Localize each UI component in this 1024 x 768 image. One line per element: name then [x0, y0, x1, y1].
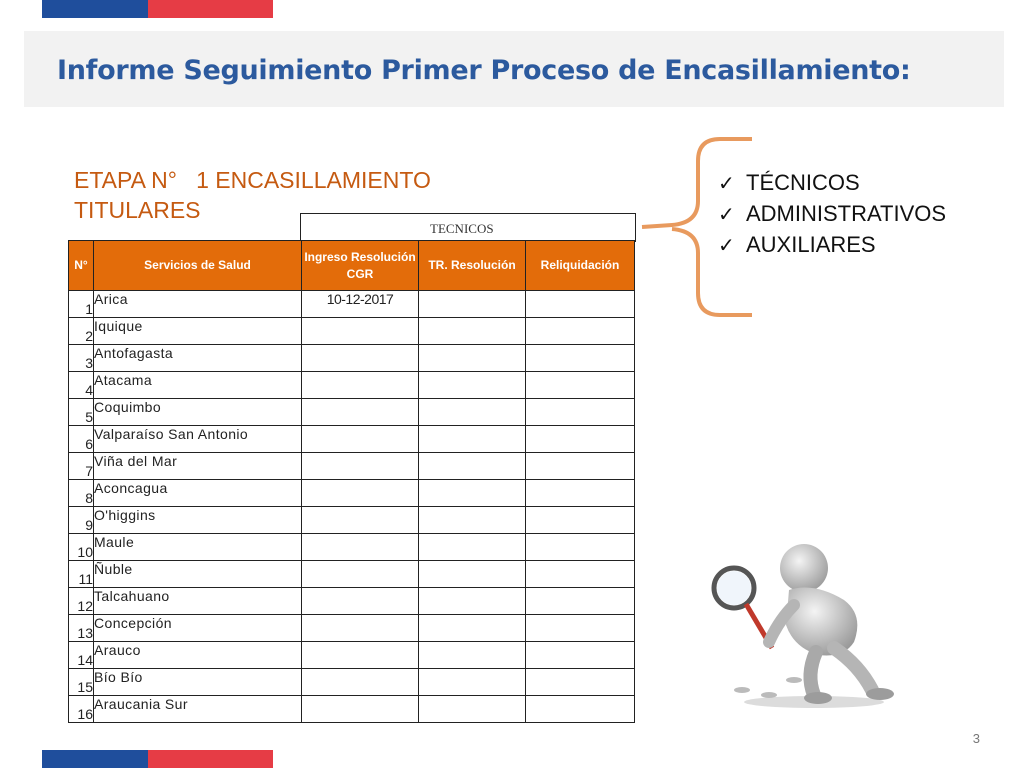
tr-resolucion-cell — [419, 345, 526, 372]
reliquidacion-cell — [526, 453, 635, 480]
table-row — [69, 345, 635, 372]
row-number: 4 — [69, 372, 94, 399]
reliquidacion-cell — [526, 696, 635, 723]
row-number: 7 — [69, 453, 94, 480]
checklist-item — [718, 168, 946, 199]
bottom-flag-blue — [42, 750, 148, 768]
checklist-label: ADMINISTRATIVOS — [746, 201, 947, 226]
ingreso-cell — [302, 453, 419, 480]
ingreso-cell — [302, 507, 419, 534]
service-name: Maule — [94, 534, 302, 561]
service-name: Araucania Sur — [94, 696, 302, 723]
service-name: Talcahuano — [94, 588, 302, 615]
tr-resolucion-cell — [419, 507, 526, 534]
table-row — [69, 318, 635, 345]
table-row — [69, 426, 635, 453]
ingreso-cell — [302, 345, 419, 372]
tr-resolucion-cell — [419, 480, 526, 507]
tr-resolucion-cell — [419, 318, 526, 345]
tr-resolucion-cell — [419, 426, 526, 453]
ingreso-cell — [302, 615, 419, 642]
stage-line-2: TITULARES — [74, 197, 201, 223]
ingreso-cell — [302, 426, 419, 453]
row-number: 15 — [69, 669, 94, 696]
ingreso-cell — [302, 669, 419, 696]
reliquidacion-cell — [526, 291, 635, 318]
table-row — [69, 372, 635, 399]
reliquidacion-cell — [526, 561, 635, 588]
row-number: 14 — [69, 642, 94, 669]
table-body — [69, 291, 635, 723]
service-name: Arica — [94, 291, 302, 318]
service-name: Arauco — [94, 642, 302, 669]
service-name: Bío Bío — [94, 669, 302, 696]
service-name: Valparaíso San Antonio — [94, 426, 302, 453]
table-row — [69, 507, 635, 534]
tr-resolucion-cell — [419, 372, 526, 399]
row-number: 6 — [69, 426, 94, 453]
ingreso-cell — [302, 561, 419, 588]
tr-resolucion-cell — [419, 588, 526, 615]
service-name: Atacama — [94, 372, 302, 399]
bottom-flag-red — [148, 750, 273, 768]
row-number: 1 — [69, 291, 94, 318]
service-name: Iquique — [94, 318, 302, 345]
ingreso-cell — [302, 534, 419, 561]
top-flag-red — [148, 0, 273, 18]
slide-title: Informe Seguimiento Primer Proceso de Encasillamiento: — [57, 55, 911, 86]
header-ingreso: Ingreso Resolución CGR — [302, 241, 419, 291]
top-flag-blue — [42, 0, 148, 18]
ingreso-cell — [302, 372, 419, 399]
staff-checklist — [718, 168, 946, 261]
row-number: 11 — [69, 561, 94, 588]
ingreso-cell — [302, 480, 419, 507]
service-name: Antofagasta — [94, 345, 302, 372]
row-number: 16 — [69, 696, 94, 723]
table-row — [69, 291, 635, 318]
table-row — [69, 399, 635, 426]
reliquidacion-cell — [526, 534, 635, 561]
reliquidacion-cell — [526, 372, 635, 399]
checkmark-icon: ✓ — [718, 235, 735, 257]
checkmark-icon: ✓ — [718, 173, 735, 195]
service-name: Ñuble — [94, 561, 302, 588]
row-number: 13 — [69, 615, 94, 642]
ingreso-cell — [302, 588, 419, 615]
table-row — [69, 588, 635, 615]
table-row — [69, 696, 635, 723]
table-row — [69, 669, 635, 696]
service-name: Viña del Mar — [94, 453, 302, 480]
tr-resolucion-cell — [419, 399, 526, 426]
service-name: Coquimbo — [94, 399, 302, 426]
table-row — [69, 615, 635, 642]
tr-resolucion-cell — [419, 561, 526, 588]
ingreso-cell — [302, 696, 419, 723]
row-number: 2 — [69, 318, 94, 345]
reliquidacion-cell — [526, 642, 635, 669]
ingreso-cell: 10-12-2017 — [302, 291, 419, 318]
tr-resolucion-cell — [419, 642, 526, 669]
ingreso-cell — [302, 642, 419, 669]
tr-resolucion-cell — [419, 453, 526, 480]
magnifier-person-illustration-icon — [694, 530, 914, 710]
table-row — [69, 480, 635, 507]
tr-resolucion-cell — [419, 291, 526, 318]
table-row — [69, 453, 635, 480]
checkmark-icon: ✓ — [718, 204, 735, 226]
tr-resolucion-cell — [419, 615, 526, 642]
ingreso-cell — [302, 318, 419, 345]
checklist-item — [718, 230, 946, 261]
table-header-row — [69, 241, 635, 291]
row-number: 8 — [69, 480, 94, 507]
reliquidacion-cell — [526, 588, 635, 615]
reliquidacion-cell — [526, 480, 635, 507]
table-caption: TECNICOS — [430, 221, 494, 236]
reliquidacion-cell — [526, 615, 635, 642]
services-table — [68, 240, 635, 723]
table-row — [69, 534, 635, 561]
row-number: 10 — [69, 534, 94, 561]
reliquidacion-cell — [526, 345, 635, 372]
ingreso-cell — [302, 399, 419, 426]
checklist-item — [718, 199, 946, 230]
header-tr-resolucion: TR. Resolución — [419, 241, 526, 291]
row-number: 12 — [69, 588, 94, 615]
reliquidacion-cell — [526, 669, 635, 696]
reliquidacion-cell — [526, 507, 635, 534]
service-name: Concepción — [94, 615, 302, 642]
tr-resolucion-cell — [419, 696, 526, 723]
reliquidacion-cell — [526, 426, 635, 453]
header-number: N° — [69, 241, 94, 291]
row-number: 9 — [69, 507, 94, 534]
table-row — [69, 561, 635, 588]
row-number: 3 — [69, 345, 94, 372]
table-row — [69, 642, 635, 669]
header-reliquidacion: Reliquidación — [526, 241, 635, 291]
checklist-label: TÉCNICOS — [746, 170, 860, 195]
reliquidacion-cell — [526, 318, 635, 345]
page-number: 3 — [972, 731, 980, 746]
service-name: Aconcagua — [94, 480, 302, 507]
checklist-label: AUXILIARES — [746, 232, 876, 257]
stage-line-1: ETAPA N° 1 ENCASILLAMIENTO — [74, 167, 431, 193]
service-name: O'higgins — [94, 507, 302, 534]
tr-resolucion-cell — [419, 669, 526, 696]
row-number: 5 — [69, 399, 94, 426]
reliquidacion-cell — [526, 399, 635, 426]
header-service: Servicios de Salud — [94, 241, 302, 291]
tr-resolucion-cell — [419, 534, 526, 561]
